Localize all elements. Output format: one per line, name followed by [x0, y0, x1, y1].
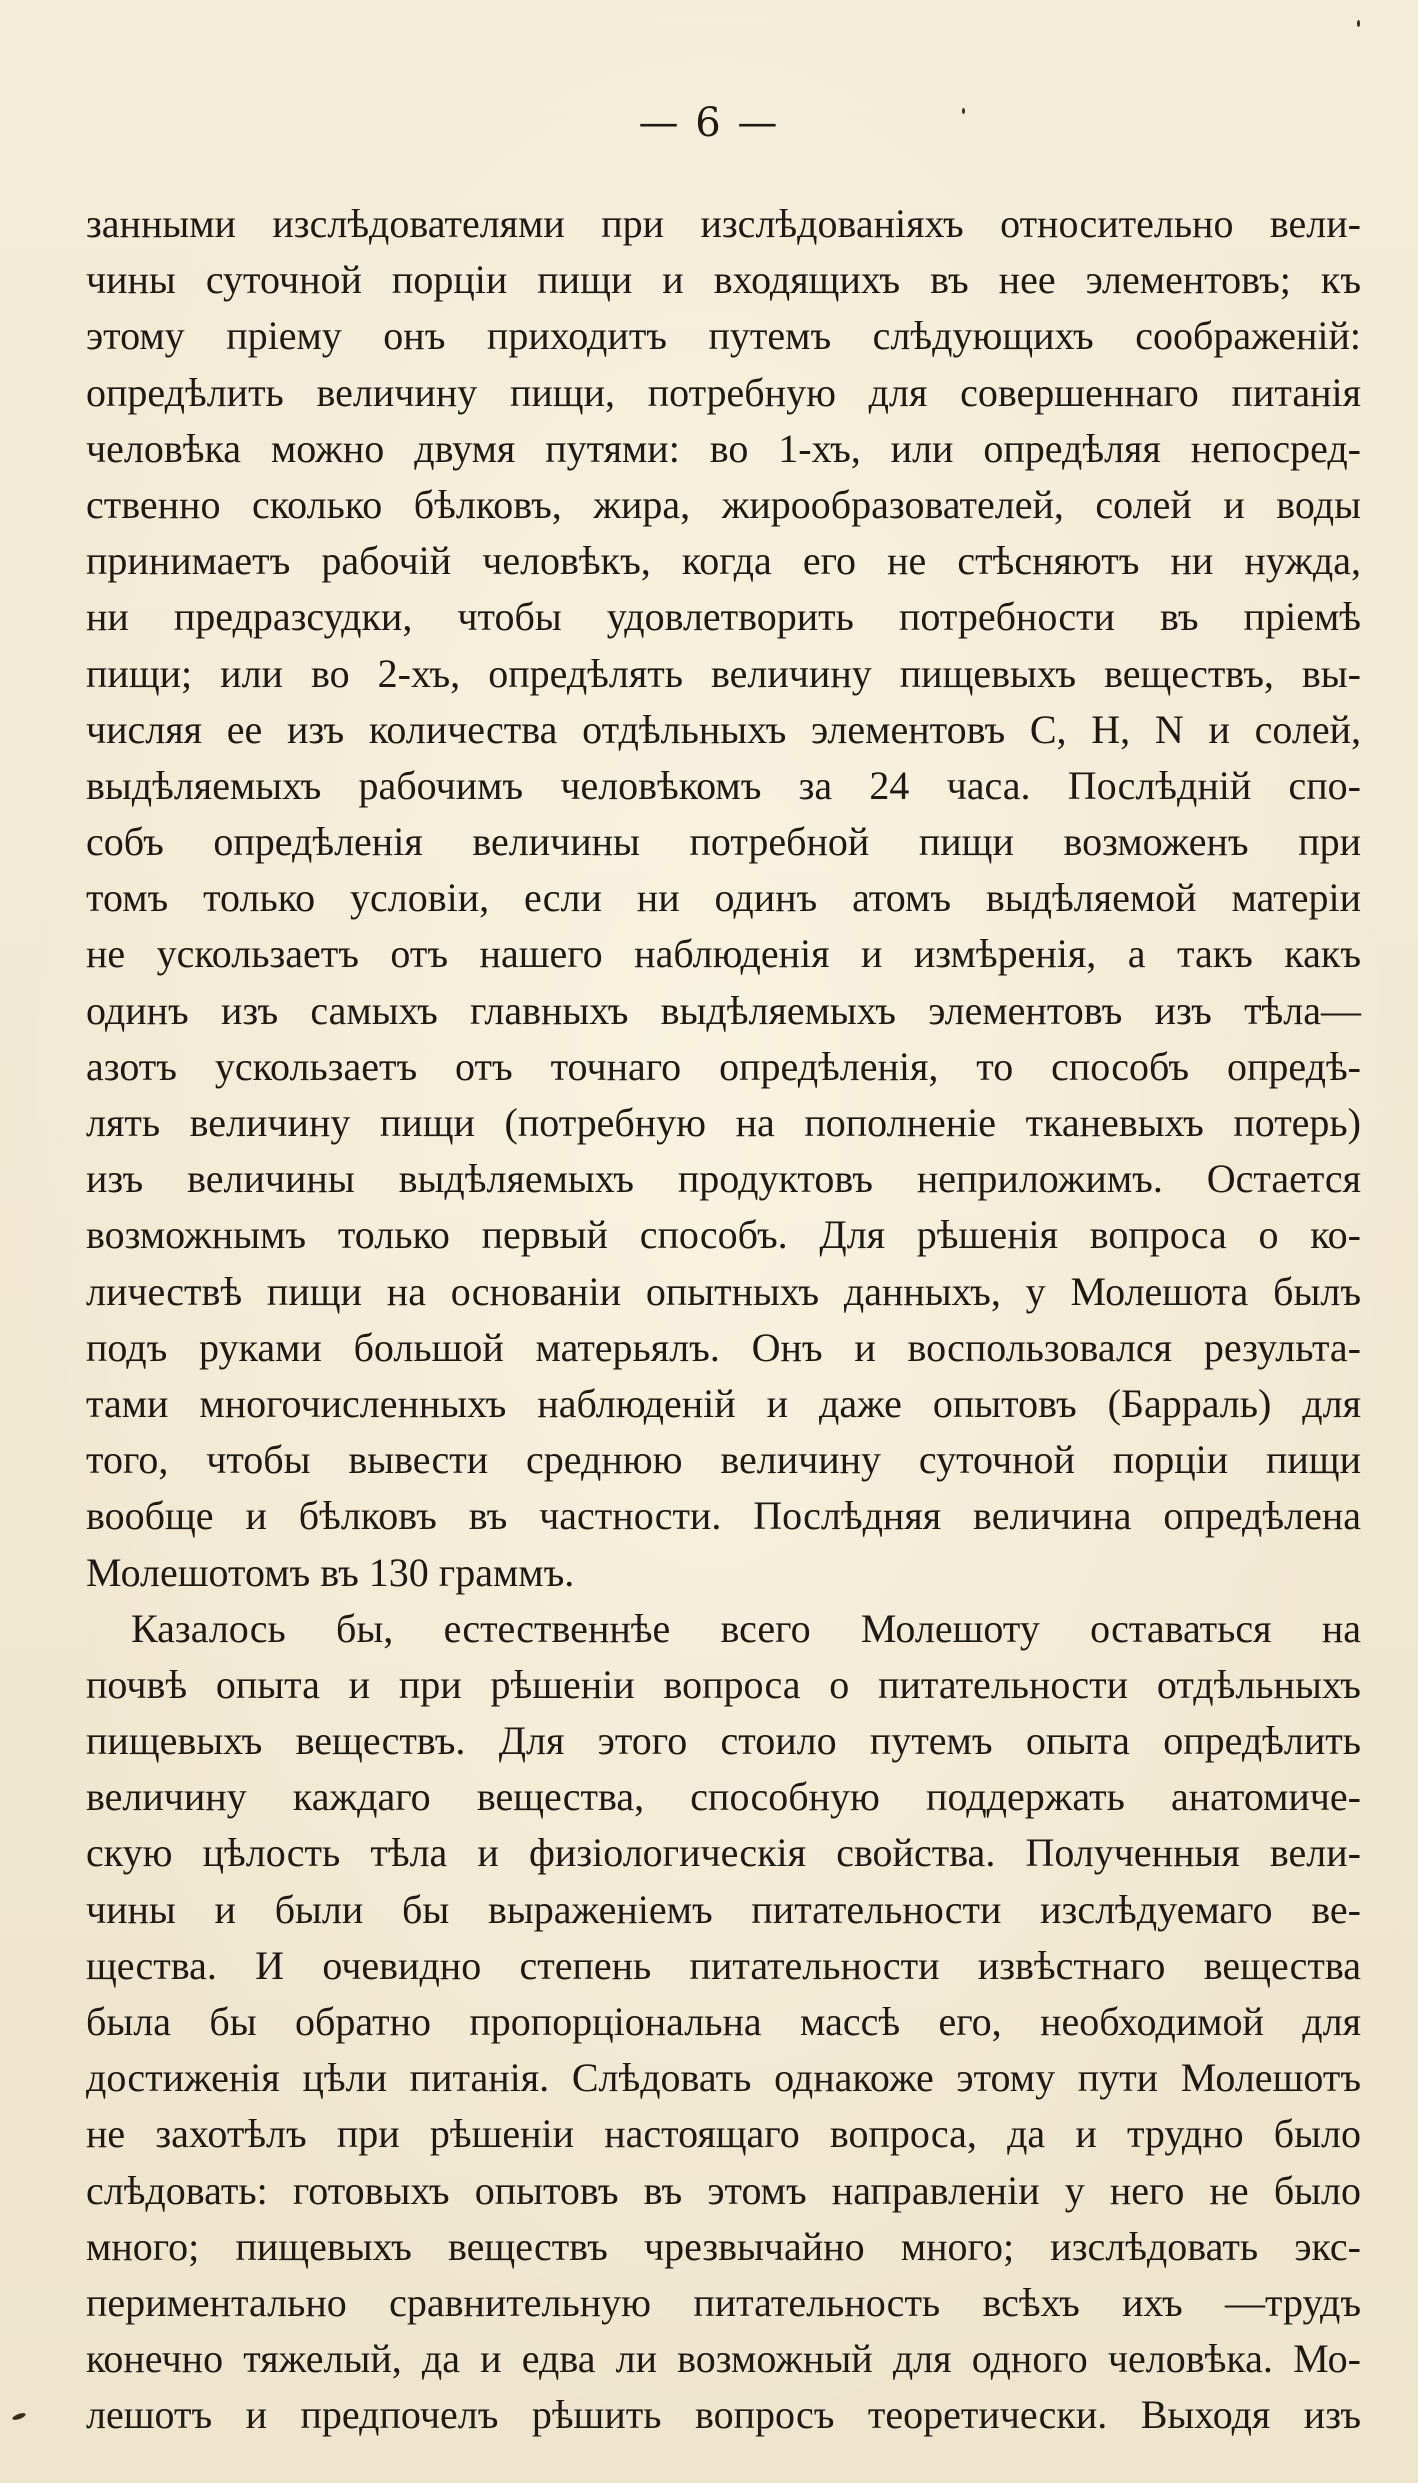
- text-line: человѣка можно двумя путями: во 1-хъ, или опредѣляя непосред-: [86, 425, 1361, 471]
- text-line: ни предразсудки, чтобы удовлетворить потребности въ пріемѣ: [86, 594, 1361, 640]
- text-line: почвѣ опыта и при рѣшеніи вопроса о питательности отдѣльныхъ: [86, 1661, 1361, 1707]
- text-line: величину каждаго вещества, способную поддержать анатомиче-: [86, 1774, 1361, 1820]
- text-line: щества. И очевидно степень питательности извѣстнаго вещества: [86, 1942, 1361, 1988]
- text-line: скую цѣлость тѣла и физіологическія свойства. Полученныя вели-: [86, 1830, 1361, 1876]
- text-line: не захотѣлъ при рѣшеніи настоящаго вопроса, да и трудно было: [86, 2111, 1361, 2157]
- text-line: слѣдовать: готовыхъ опытовъ въ этомъ направленіи у него не было: [86, 2167, 1361, 2213]
- ink-speck: [962, 108, 965, 114]
- text-line: подъ руками большой матерьялъ. Онъ и воспользовался результа-: [86, 1324, 1361, 1370]
- text-line: ственно сколько бѣлковъ, жира, жирообразователей, солей и воды: [86, 481, 1361, 527]
- text-line: того, чтобы вывести среднюю величину суточной порціи пищи: [86, 1437, 1361, 1483]
- paragraph-end-line: Молешотомъ въ 130 граммъ.: [86, 1549, 575, 1595]
- text-line: конечно тяжелый, да и едва ли возможный для одного человѣка. Мо-: [86, 2336, 1361, 2382]
- text-line: периментально сравнительную питательность всѣхъ ихъ —трудъ: [86, 2279, 1361, 2325]
- ink-speck: [1357, 20, 1360, 27]
- text-line: принимаетъ рабочій человѣкъ, когда его не стѣсняютъ ни нужда,: [86, 538, 1361, 584]
- text-line: одинъ изъ самыхъ главныхъ выдѣляемыхъ элементовъ изъ тѣла—: [86, 987, 1361, 1033]
- body-text: [86, 196, 1361, 2444]
- text-line: пищи; или во 2-хъ, опредѣлять величину пищевыхъ веществъ, вы-: [86, 650, 1361, 696]
- text-line: чины и были бы выраженіемъ питательности изслѣдуемаго ве-: [86, 1886, 1361, 1932]
- text-line: тами многочисленныхъ наблюденій и даже опытовъ (Барраль) для: [86, 1380, 1361, 1426]
- paragraph-start-line: Казалось бы, естественнѣе всего Молешоту оставаться на: [131, 1605, 1361, 1651]
- text-line: опредѣлить величину пищи, потребную для совершеннаго питанія: [86, 369, 1361, 415]
- text-line: занными изслѣдователями при изслѣдованіяхъ относительно вели-: [86, 201, 1361, 246]
- text-line: не ускользаетъ отъ нашего наблюденія и измѣренія, а такъ какъ: [86, 931, 1361, 977]
- text-line: личествѣ пищи на основаніи опытныхъ данныхъ, у Молешота былъ: [86, 1268, 1361, 1314]
- ink-speck: [12, 2412, 27, 2421]
- text-line: достиженія цѣли питанія. Слѣдовать однакоже этому пути Молешотъ: [86, 2055, 1361, 2101]
- text-line: возможнымъ только первый способъ. Для рѣшенія вопроса о ко-: [86, 1212, 1361, 1258]
- text-line: много; пищевыхъ веществъ чрезвычайно много; изслѣдовать экс-: [86, 2223, 1361, 2269]
- text-line: лешотъ и предпочелъ рѣшить вопросъ теоретически. Выходя изъ: [86, 2392, 1361, 2438]
- text-line: вообще и бѣлковъ въ частности. Послѣдняя величина опредѣлена: [86, 1493, 1361, 1539]
- page-number: — 6 —: [638, 100, 780, 146]
- text-line: пищевыхъ веществъ. Для этого стоило путемъ опыта опредѣлить: [86, 1718, 1361, 1764]
- text-line: собъ опредѣленія величины потребной пищи возможенъ при: [86, 819, 1361, 865]
- text-line: числяя ее изъ количества отдѣльныхъ элементовъ C, H, N и солей,: [86, 706, 1361, 752]
- text-line: изъ величины выдѣляемыхъ продуктовъ неприложимъ. Остается: [86, 1156, 1361, 1202]
- text-line: азотъ ускользаетъ отъ точнаго опредѣленія, то способъ опредѣ-: [86, 1043, 1361, 1089]
- text-line: лять величину пищи (потребную на пополненіе тканевыхъ потерь): [86, 1100, 1361, 1145]
- text-line: этому пріему онъ приходитъ путемъ слѣдующихъ соображеній:: [86, 313, 1361, 359]
- text-line: томъ только условіи, если ни одинъ атомъ выдѣляемой матеріи: [86, 875, 1361, 921]
- text-line: чины суточной порціи пищи и входящихъ въ нее элементовъ; къ: [86, 257, 1361, 303]
- text-line: выдѣляемыхъ рабочимъ человѣкомъ за 24 часа. Послѣдній спо-: [86, 762, 1361, 808]
- text-line: была бы обратно пропорціональна массѣ его, необходимой для: [86, 1999, 1361, 2044]
